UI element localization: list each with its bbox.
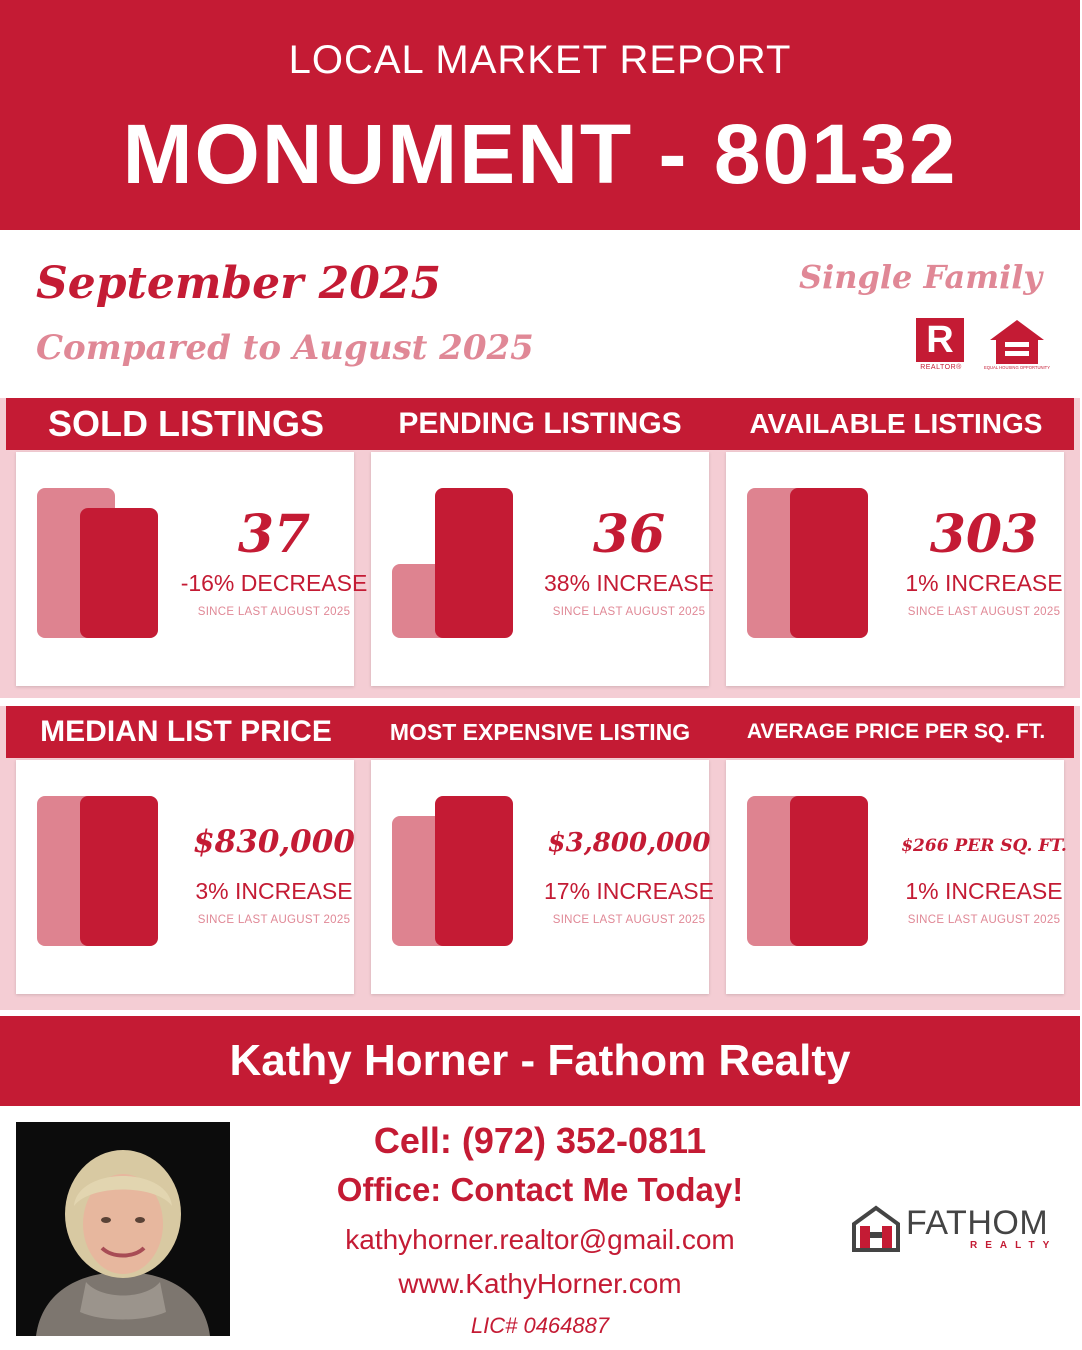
expensive-since: SINCE LAST AUGUST 2025 (552, 914, 706, 926)
median-value: $830,000 (193, 824, 355, 860)
agent-website[interactable]: www.KathyHorner.com (398, 1268, 682, 1299)
fathom-logo (852, 1204, 1062, 1254)
sold-change: -16% DECREASE (180, 570, 368, 596)
pending-shape-current (435, 488, 513, 638)
pending-since: SINCE LAST AUGUST 2025 (552, 606, 706, 618)
sold-card (16, 452, 368, 686)
sold-value: 37 (237, 504, 311, 565)
agent-photo (16, 1122, 230, 1336)
expensive-label: MOST EXPENSIVE LISTING (389, 719, 691, 745)
report-supertitle: LOCAL MARKET REPORT (288, 38, 792, 82)
pending-change: 38% INCREASE (543, 570, 714, 596)
report-header (0, 0, 1080, 230)
expensive-card (371, 760, 714, 994)
ppsf-change: 1% INCREASE (905, 878, 1063, 904)
fathom-subtext: REALTY (970, 1240, 1058, 1251)
ppsf-since: SINCE LAST AUGUST 2025 (907, 914, 1061, 926)
agent-license: LIC# 0464887 (470, 1313, 610, 1338)
available-since: SINCE LAST AUGUST 2025 (907, 606, 1061, 618)
median-change: 3% INCREASE (195, 878, 353, 904)
ppsf-value: $266 PER SQ. FT. (901, 836, 1067, 856)
realtor-caption: REALTOR® (920, 364, 962, 371)
section-bar-bottom (6, 706, 1074, 758)
fathom-house-icon (852, 1206, 900, 1252)
available-card (726, 452, 1064, 686)
property-type: Single Family (798, 258, 1042, 296)
equal-housing-icon (983, 318, 1051, 374)
report-comparison: Compared to August 2025 (36, 328, 534, 368)
available-label: AVAILABLE LISTINGS (749, 408, 1043, 439)
ppsf-shape-current (790, 796, 868, 946)
eho-caption: EQUAL HOUSING OPPORTUNITY (983, 365, 1051, 370)
realtor-logo (916, 318, 966, 374)
median-card (16, 760, 354, 994)
available-shape-current (790, 488, 868, 638)
agent-email[interactable]: kathyhorner.realtor@gmail.com (345, 1224, 735, 1255)
median-shape-current (80, 796, 158, 946)
expensive-value: $3,800,000 (547, 828, 711, 858)
section-bar-top (6, 398, 1074, 450)
expensive-shape-current (435, 796, 513, 946)
ppsf-card (726, 760, 1067, 994)
ppsf-label: AVERAGE PRICE PER SQ. FT. (746, 720, 1046, 743)
pending-card (371, 452, 714, 686)
available-value: 303 (929, 504, 1039, 565)
sold-label: SOLD LISTINGS (47, 403, 324, 444)
fathom-wordmark: FATHOM (906, 1204, 1049, 1242)
median-since: SINCE LAST AUGUST 2025 (197, 914, 351, 926)
available-change: 1% INCREASE (905, 570, 1063, 596)
agent-office: Office: Contact Me Today! (336, 1171, 744, 1208)
sold-since: SINCE LAST AUGUST 2025 (197, 606, 351, 618)
equal-housing-logo (983, 318, 1051, 374)
report-title: MONUMENT - 80132 (122, 107, 958, 201)
pending-value: 36 (592, 504, 666, 565)
expensive-change: 17% INCREASE (543, 878, 714, 904)
median-label: MEDIAN LIST PRICE (40, 715, 332, 748)
realtor-letter: R (916, 318, 964, 362)
agent-cell: Cell: (972) 352-0811 (373, 1120, 707, 1161)
report-period: September 2025 (36, 258, 442, 309)
pending-label: PENDING LISTINGS (398, 407, 682, 440)
agent-portrait-icon (16, 1122, 230, 1336)
sold-shape-current (80, 508, 158, 638)
agent-name-bar: Kathy Horner - Fathom Realty (0, 1016, 1080, 1106)
